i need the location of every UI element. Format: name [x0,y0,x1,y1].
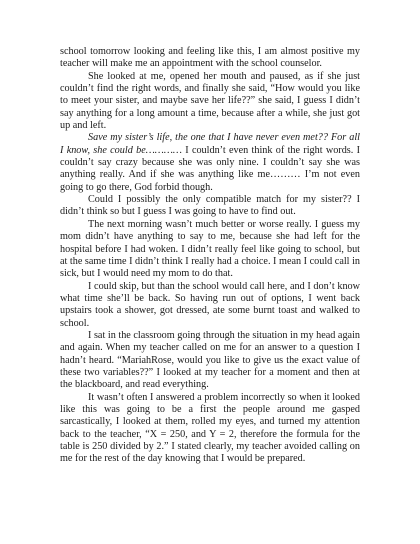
paragraph-text: I could skip, but than the school would call here, and I don’t know what time she’ll be back. So having run out of options, I went back upstairs took a shower, got dressed, ate some burnt toast and walked to school. [60,280,360,329]
paragraph [60,219,360,281]
paragraph-text: I sat in the classroom going through the situation in my head again and again. When my teacher called on me for an answer to a question I hadn’t heard. “MariahRose, would you like to give us the exact value of these two variables??” I looked at my teacher for a moment and then at the blackboard, and read everything. [60,329,360,391]
paragraph [60,194,360,219]
paragraph [60,71,360,133]
paragraph-text: It wasn’t often I answered a problem incorrectly so when it looked like this was going to be a first the people around me gasped sarcastically, I looked at them, rolled my eyes, and turned my attention back to the teacher, “X = 250, and Y = 2, therefore the formula for the table is 250 divided by 2.” I stated clearly, my teacher avoided calling on me for the rest of the day knowing that I would be prepared. [60,391,360,465]
paragraph-text: Could I possibly the only compatible match for my sister?? I didn’t think so but I guess I was going to have to find out. [60,194,360,218]
paragraph [60,330,360,392]
paragraph [60,392,360,466]
paragraph-text: The next morning wasn’t much better or worse really. I guess my mom didn’t have anything to say to me, because she had left for the hospital before I had woken. I didn’t really feel like going to school, but at the same time I didn’t think I really had a choice. I mean I could call in sick, but I would need my mom to do that. [60,218,360,280]
italic-thought-text: Save my sister’s life, the one that I have never even met?? For all I know, she could be………… [60,132,360,156]
paragraph-text: I couldn’t even think of the right words. I couldn’t say crazy because she was only nine. I couldn’t say she was anything really. And if she was anything like me……… I’m not even going to go there, God forbid though. [60,144,360,193]
paragraph [60,281,360,330]
document-page [60,46,360,466]
paragraph [60,46,360,71]
paragraph [60,132,360,194]
paragraph-text: She looked at me, opened her mouth and paused, as if she just couldn’t find the right words, and finally she said, “How would you like to meet your sister, and maybe save her life??” she said, I guess I didn’t say anything for a long amount a time, because after a while, she just got up and left. [60,70,360,132]
paragraph-text: school tomorrow looking and feeling like this, I am almost positive my teacher will make me an appointment with the school counselor. [60,46,360,70]
